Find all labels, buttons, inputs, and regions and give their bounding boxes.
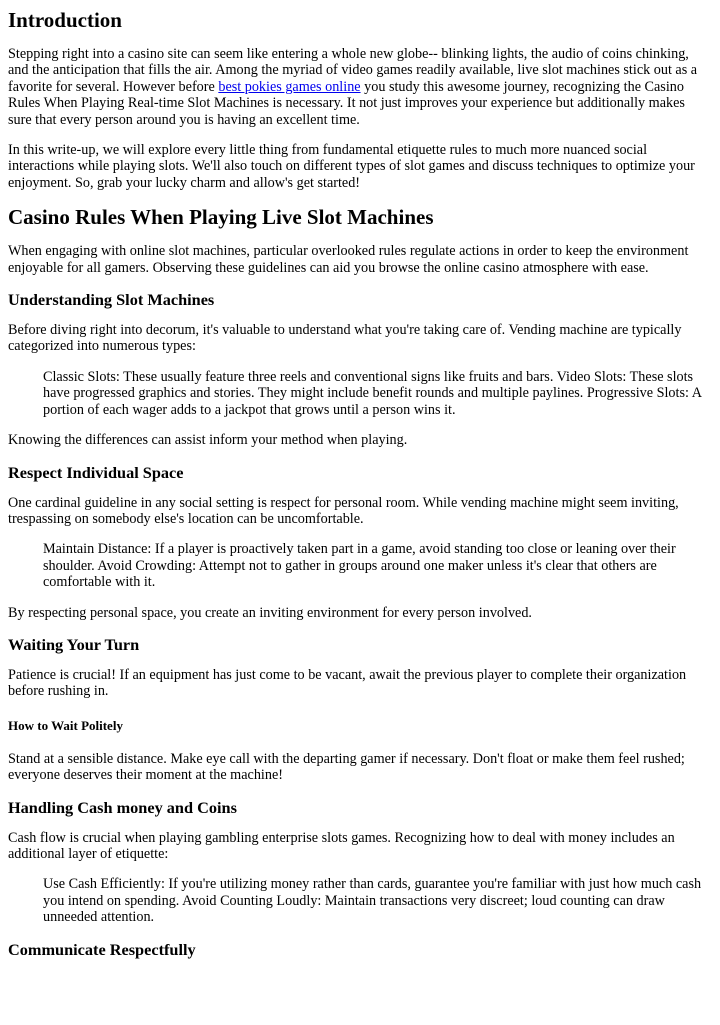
intro-paragraph-2: In this write-up, we will explore every little thing from fundamental etiquette rules to much more nuanced social interactions while playing slots. We'll also touch on different types of slot games and discuss techniques to optimize your enjoyment. So, grab your lucky charm and allow's get started! bbox=[8, 142, 695, 191]
rules-paragraph: When engaging with online slot machines, particular overlooked rules regulate actions in order to keep the environment enjoyable for all gamers. Observing these guidelines can aid you browse the online casino atmosphere with ease. bbox=[8, 243, 689, 276]
waiting-paragraph-1: Patience is crucial! If an equipment has just come to be vacant, await the previous player to complete their organization before rushing in. bbox=[8, 666, 687, 700]
respect-paragraph-1: One cardinal guideline in any social setting is respect for personal room. While vending machine might seem inviting, trespassing on somebody else's location can be uncomfortable. bbox=[8, 494, 679, 527]
understanding-paragraph-2: Knowing the differences can assist inform your method when playing. bbox=[8, 432, 408, 449]
waiting-heading: Waiting Your Turn bbox=[8, 634, 140, 654]
cash-paragraph: Cash flow is crucial when playing gambling enterprise slots games. Recognizing how to deal with money includes an additional layer of etiquette: bbox=[8, 829, 675, 862]
respect-heading: Respect Individual Space bbox=[8, 462, 184, 482]
respect-paragraph-2: By respecting personal space, you create an inviting environment for every person involved. bbox=[8, 604, 532, 621]
slot-types-quote: Classic Slots: These usually feature three reels and conventional signs like fruits and bars. Video Slots: These slots have progressed graphics and stories. They might include benefit rounds and multiple paylines. Progressive Slots: A portion of each wager adds to a jackpot that grows until a person wins it. bbox=[43, 368, 702, 418]
rules-heading: Casino Rules When Playing Live Slot Machines bbox=[8, 205, 434, 230]
cash-heading: Handling Cash money and Coins bbox=[8, 797, 237, 817]
article bbox=[0, 8, 720, 959]
personal-space-quote: Maintain Distance: If a player is proactively taken part in a game, avoid standing too close or leaning over their shoulder. Avoid Crowding: Attempt not to gather in groups around one maker unless it's clear that others are comfortable with it. bbox=[43, 541, 676, 591]
cash-etiquette-quote: Use Cash Efficiently: If you're utilizing money rather than cards, guarantee you're familiar with just how much cash you intend on spending. Avoid Counting Loudly: Maintain transactions very discreet; loud counting can draw unneeded attention. bbox=[43, 876, 702, 926]
wait-politely-heading: How to Wait Politely bbox=[8, 717, 123, 733]
communicate-heading: Communicate Respectfully bbox=[8, 939, 196, 959]
understanding-paragraph-1: Before diving right into decorum, it's valuable to understand what you're taking care of. Vending machine are typically categorized into numerous types: bbox=[8, 322, 682, 355]
intro-paragraph-1 bbox=[8, 46, 712, 128]
intro-text-after-link: you study this awesome journey, recognizing the Casino Rules When Playing Real-time Slot Machines is necessary. It not just improves your experience but additionally makes sure that every person around you is having an excellent time. bbox=[8, 78, 685, 128]
intro-heading: Introduction bbox=[8, 8, 122, 32]
best-pokies-link[interactable]: best pokies games online bbox=[218, 78, 361, 95]
waiting-paragraph-2: Stand at a sensible distance. Make eye call with the departing gamer if necessary. Don't float or make them feel rushed; everyone deserves their moment at the machine! bbox=[8, 750, 685, 784]
understanding-heading: Understanding Slot Machines bbox=[8, 290, 215, 310]
intro-text-before-link: Stepping right into a casino site can seem like entering a whole new globe-- blinking lights, the audio of coins chinking, and the anticipation that fills the air. Among the myriad of video games readily available, live slot machines stick out as a favorite for several. However before bbox=[8, 46, 698, 95]
